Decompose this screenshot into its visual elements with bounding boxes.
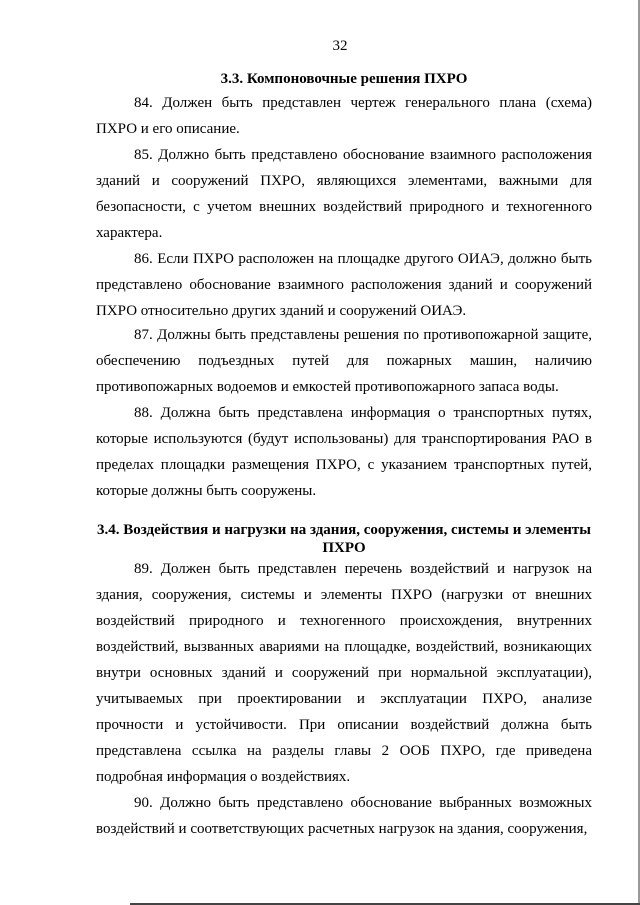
paragraph-88: 88. Должна быть представлена информация о транспортных путях, которые используются (будут использованы) для транспортирования РАО в пределах площадки размещения ПХРО, с указанием транспортных путей, которые должны быть сооружены. bbox=[96, 405, 592, 499]
section-3-4-title-line2: ПХРО bbox=[322, 540, 366, 556]
paragraph-89: 89. Должен быть представлен перечень воздействий и нагрузок на здания, сооружения, системы и элементы ПХРО (нагрузки от внешних воздействий природного и техногенного происхождения, внутренних воздействий, вызванных авариями на площадке, воздействий, возникающих внутри основных зданий и сооружений при нормальной эксплуатации), учитываемых при проектировании и эксплуатации ПХРО, анализе прочности и устойчивости. При описании воздействий должна быть представлена ссылка на разделы главы 2 ООБ ПХРО, где приведена подробная информация о воздействиях. bbox=[96, 561, 592, 785]
section-3-4-title bbox=[92, 521, 596, 557]
page-number: 32 bbox=[332, 38, 348, 54]
paragraph-84: 84. Должен быть представлен чертеж генерального плана (схема) ПХРО и его описание. bbox=[96, 95, 592, 137]
paragraph-90: 90. Должно быть представлено обоснование выбранных возможных воздействий и соответствующих расчетных нагрузок на здания, сооружения, bbox=[96, 795, 592, 837]
section-3-4-title-line1: 3.4. Воздействия и нагрузки на здания, сооружения, системы и элементы bbox=[96, 522, 591, 538]
paragraph-86: 86. Если ПХРО расположен на площадке другого ОИАЭ, должно быть представлено обоснование взаимного расположения зданий и сооружений ПХРО относительно других зданий и сооружений ОИАЭ. bbox=[96, 251, 592, 319]
section-3-3-title: 3.3. Компоновочные решения ПХРО bbox=[220, 71, 468, 87]
paragraph-85: 85. Должно быть представлено обоснование взаимного расположения зданий и сооружений ПХРО, являющихся элементами, важными для безопасности, с учетом внешних воздействий природного и техногенного характера. bbox=[96, 147, 592, 241]
paragraph-87: 87. Должны быть представлены решения по противопожарной защите, обеспечению подъездных путей для пожарных машин, наличию противопожарных водоемов и емкостей противопожарного запаса воды. bbox=[96, 327, 592, 395]
